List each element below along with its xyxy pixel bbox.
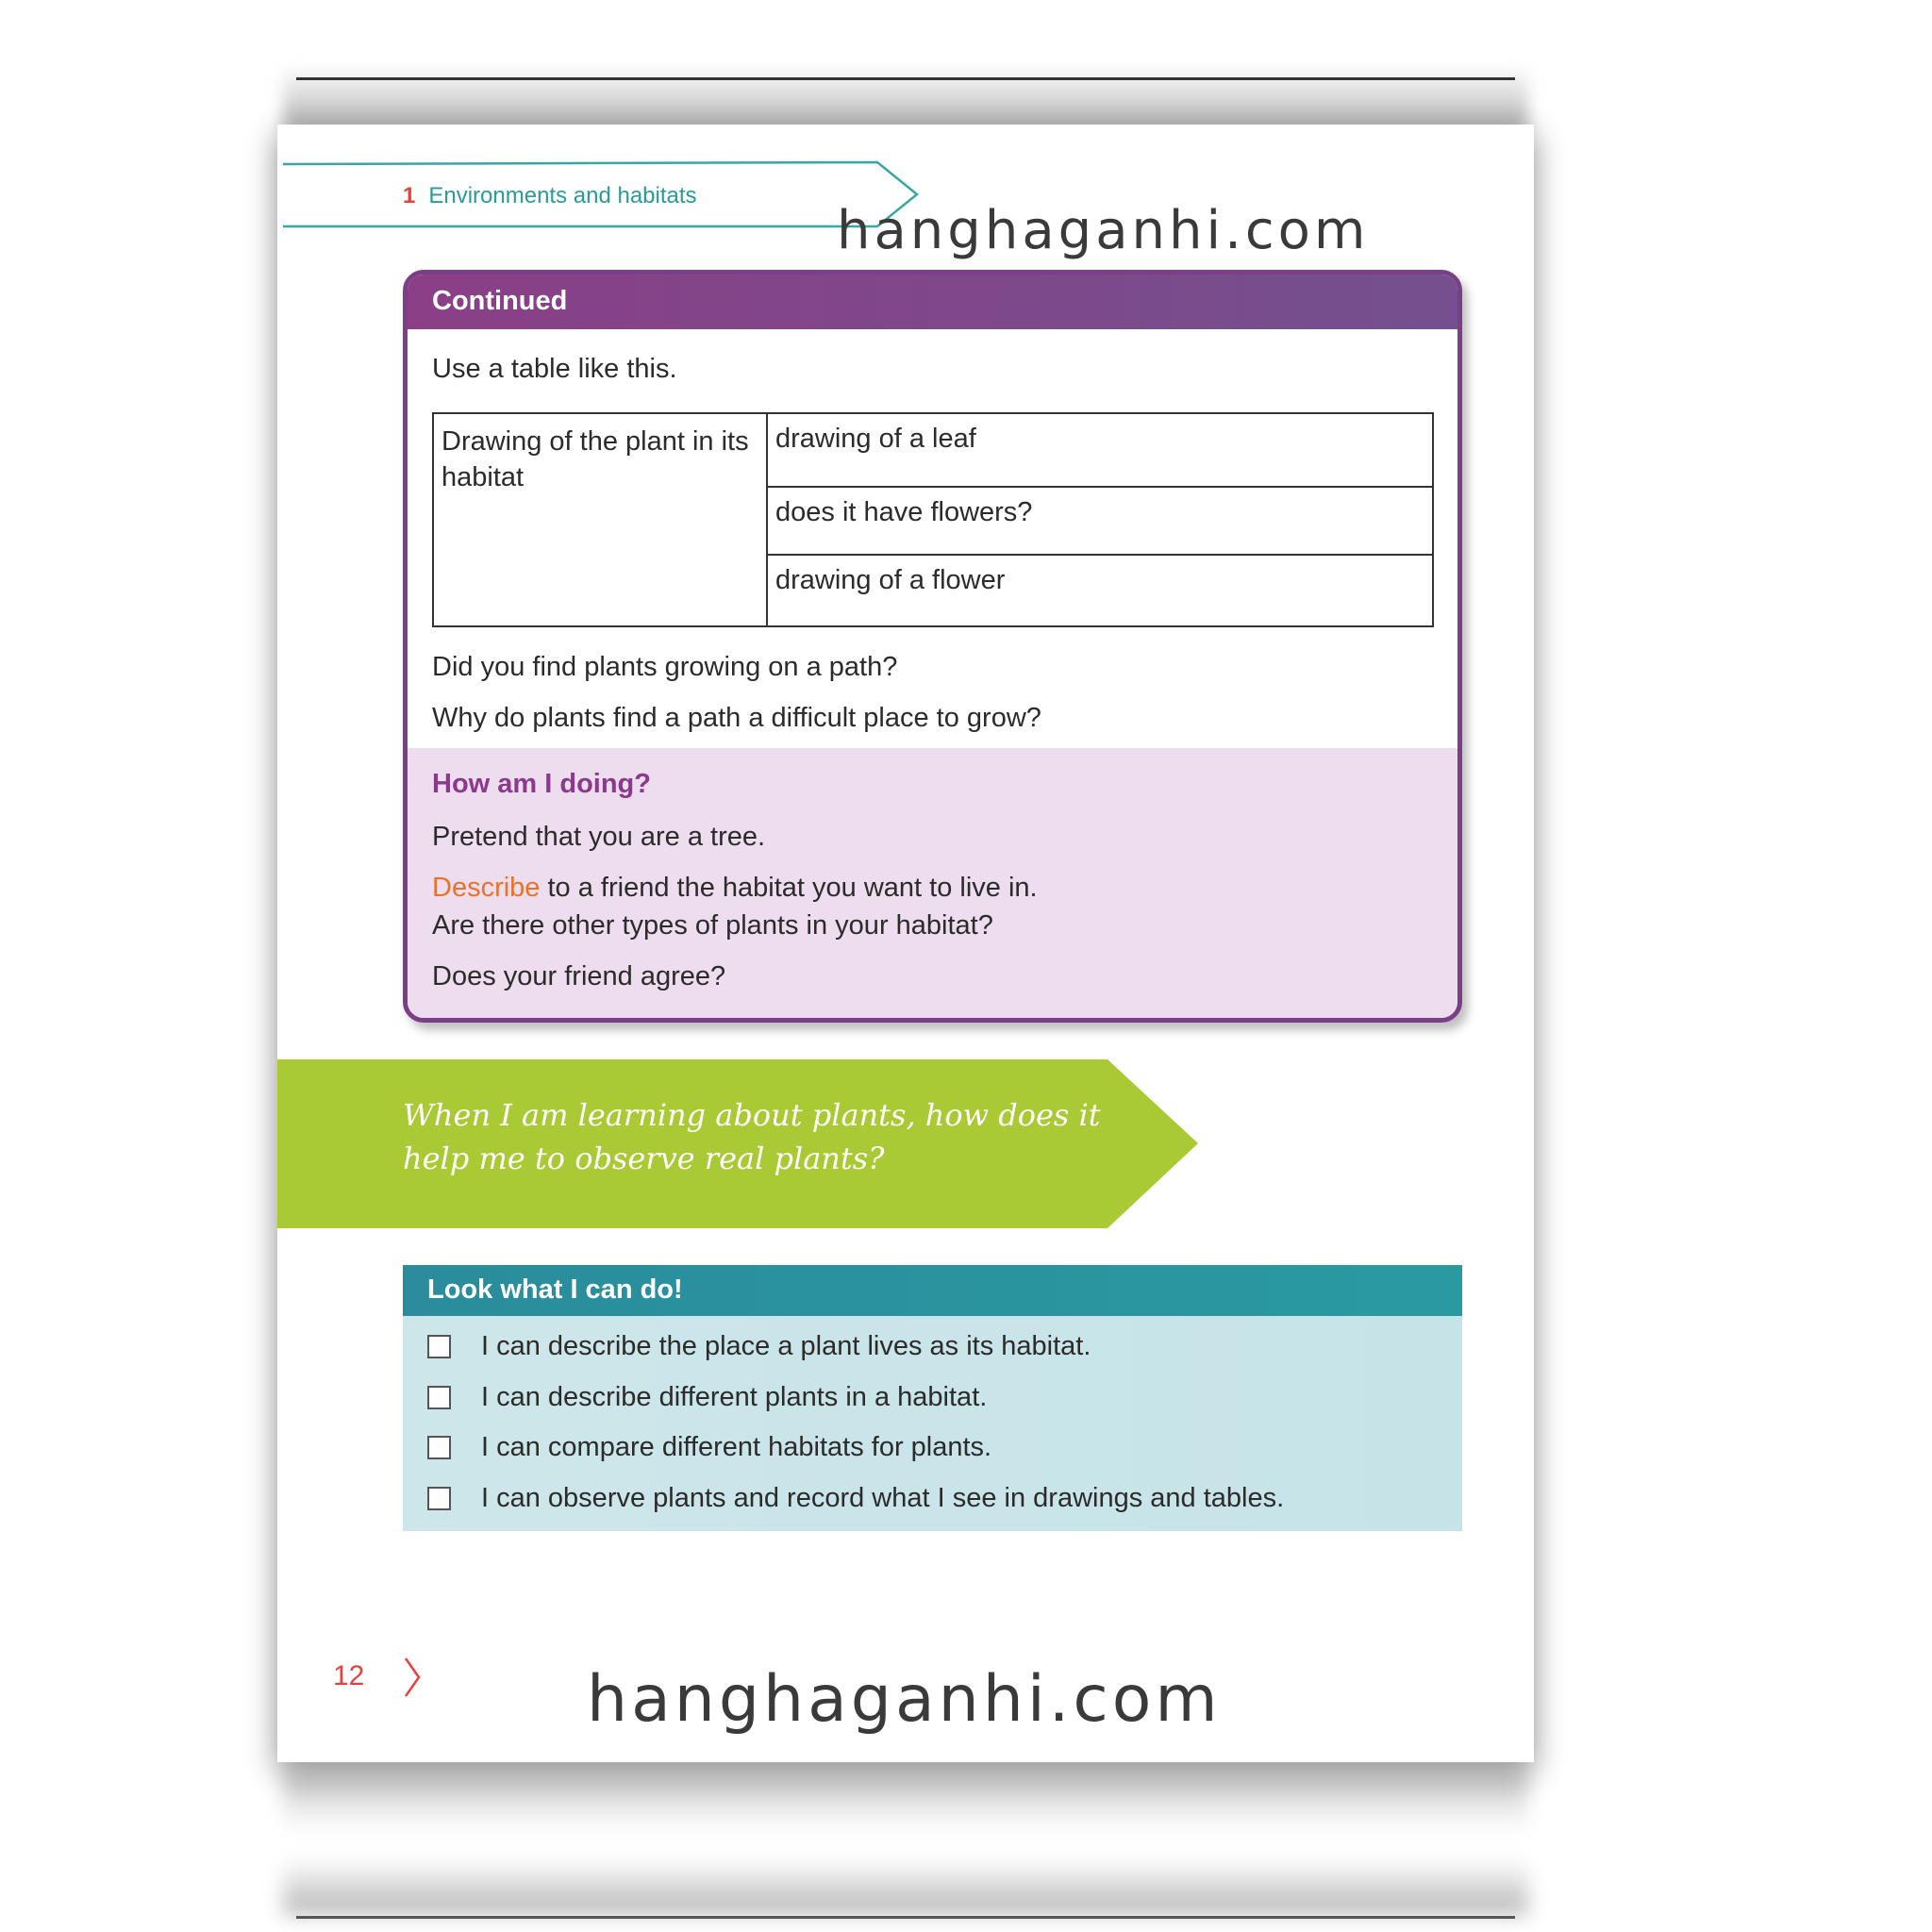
look-what-i-can-do-box (403, 1265, 1462, 1531)
question: Why do plants find a path a difficult place to grow? (432, 703, 1041, 733)
watermark-bottom: hanghaganhi.com (587, 1662, 1222, 1737)
table-cell: drawing of a flower (767, 555, 1433, 626)
table-cell: Drawing of the plant in its habitat (433, 413, 767, 626)
page-shadow-bottom (283, 1774, 1528, 1915)
look-box-title: Look what I can do! (403, 1265, 1462, 1316)
chevron-right-icon (402, 1657, 425, 1698)
prompt-line: Pretend that you are a tree. (432, 822, 766, 852)
page-number: 12 (333, 1660, 365, 1691)
textbook-page (277, 125, 1534, 1762)
reflection-line: help me to observe real plants? (403, 1141, 885, 1176)
prompt-line (432, 873, 1038, 904)
watermark-top: hanghaganhi.com (837, 200, 1370, 261)
reflection-line: When I am learning about plants, how does it (403, 1097, 1101, 1133)
chapter-number: 1 (403, 183, 416, 208)
page-shadow-top (283, 66, 1528, 132)
checkbox[interactable] (427, 1487, 451, 1510)
intro-text: Use a table like this. (432, 354, 677, 384)
how-am-i-doing-section (408, 748, 1457, 1023)
checklist-item[interactable] (427, 1331, 1091, 1362)
checklist-label: I can describe the place a plant lives as its habitat. (481, 1331, 1091, 1361)
checklist-item[interactable] (427, 1382, 987, 1413)
checkbox[interactable] (427, 1335, 451, 1358)
checklist-item[interactable] (427, 1483, 1284, 1514)
observation-table (432, 412, 1434, 627)
question: Did you find plants growing on a path? (432, 652, 898, 682)
checklist-item[interactable] (427, 1432, 991, 1463)
table-cell: does it have flowers? (767, 487, 1433, 555)
prompt-line: Are there other types of plants in your habitat? (432, 910, 993, 941)
continued-title: Continued (408, 275, 1457, 329)
reflection-text (403, 1093, 1101, 1180)
table-cell: drawing of a leaf (767, 413, 1433, 487)
reflection-banner (277, 1059, 1268, 1228)
prompt-line: Does your friend agree? (432, 961, 726, 991)
keyword-describe: Describe (432, 873, 541, 903)
checklist-label: I can compare different habitats for plants. (481, 1432, 992, 1462)
bottom-divider (296, 1916, 1515, 1919)
checkbox[interactable] (427, 1386, 451, 1409)
prompt-text: to a friend the habitat you want to live in. (540, 873, 1038, 903)
top-divider (296, 77, 1515, 80)
checkbox[interactable] (427, 1436, 451, 1459)
how-am-i-doing-title: How am I doing? (432, 769, 651, 799)
chapter-title: Environments and habitats (428, 183, 697, 208)
checklist-label: I can observe plants and record what I see in drawings and tables. (481, 1483, 1285, 1513)
chapter-header (403, 183, 697, 209)
checklist-label: I can describe different plants in a habitat. (481, 1382, 988, 1412)
continued-box (403, 270, 1462, 1023)
